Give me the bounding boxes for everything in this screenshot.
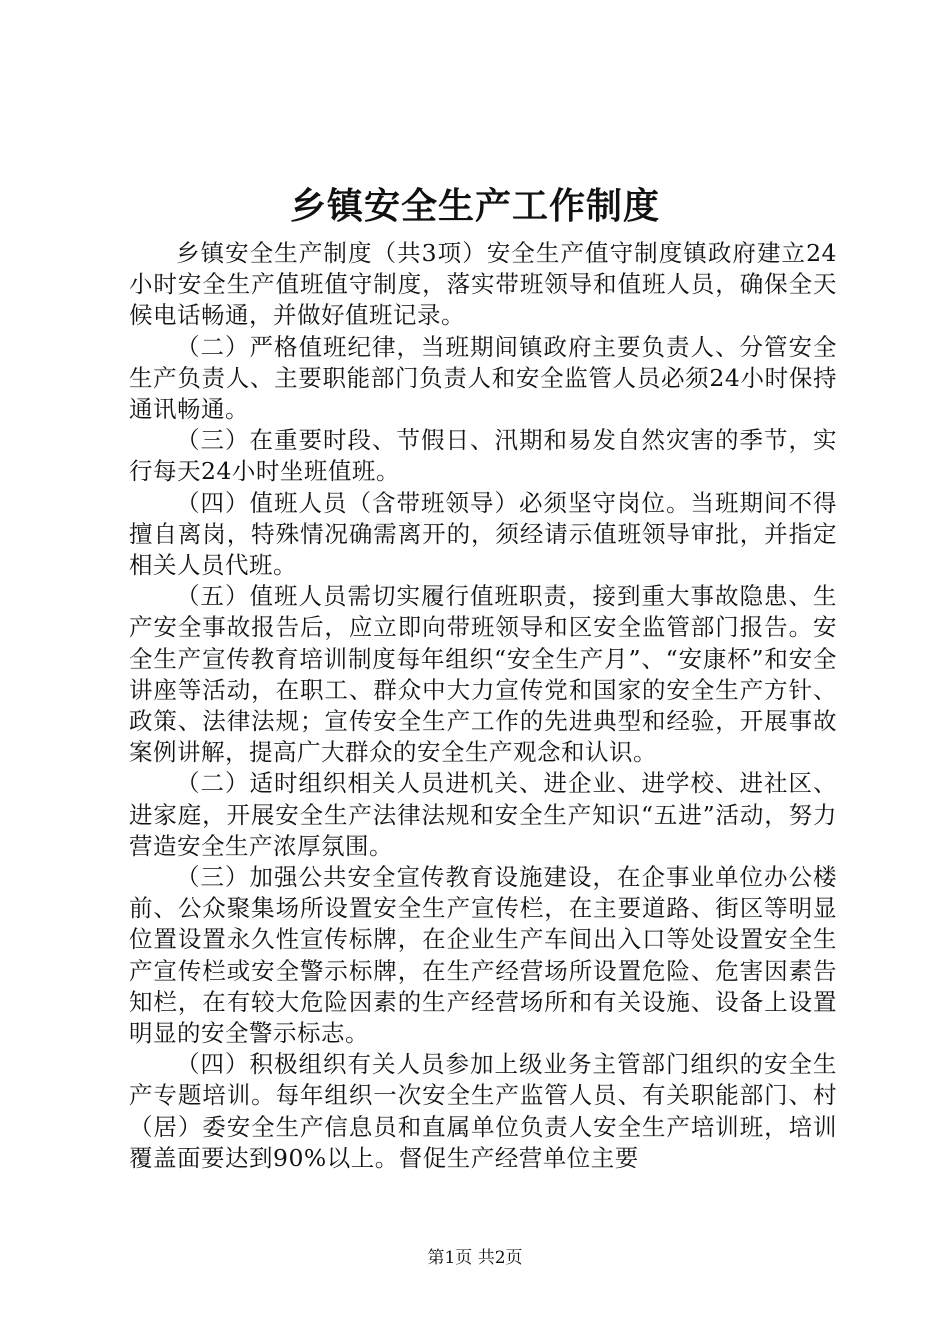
paragraph: （五）值班人员需切实履行值班职责，接到重大事故隐患、生产安全事故报告后，应立即向带班领导和区安全监管部门报告。安全生产宣传教育培训制度每年组织“安全生产月”、“安康杯”和安全讲座等活动，在职工、群众中大力宣传党和国家的安全生产方针、政策、法律法规；宣传安全生产工作的先进典型和经验，开展事故案例讲解，提高广大群众的安全生产观念和认识。: [129, 582, 837, 767]
paragraph: （二）严格值班纪律，当班期间镇政府主要负责人、分管安全生产负责人、主要职能部门负责人和安全监管人员必须24小时保持通讯畅通。: [129, 332, 837, 424]
paragraph: 乡镇安全生产制度（共3项）安全生产值守制度镇政府建立24小时安全生产值班值守制度，落实带班领导和值班人员，确保全天候电话畅通，并做好值班记录。: [129, 239, 837, 330]
paragraph: （三）在重要时段、节假日、汛期和易发自然灾害的季节，实行每天24小时坐班值班。: [129, 426, 837, 486]
paragraph: （二）适时组织相关人员进机关、进企业、进学校、进社区、进家庭，开展安全生产法律法规和安全生产知识“五进”活动，努力营造安全生产浓厚氛围。: [129, 769, 837, 860]
paragraph: （四）积极组织有关人员参加上级业务主管部门组织的安全生产专题培训。每年组织一次安全生产监管人员、有关职能部门、村（居）委安全生产信息员和直属单位负责人安全生产培训班，培训覆盖面要达到90%以上。督促生产经营单位主要: [129, 1050, 837, 1172]
paragraph: （四）值班人员（含带班领导）必须坚守岗位。当班期间不得擅自离岗，特殊情况确需离开的，须经请示值班领导审批，并指定相关人员代班。: [129, 488, 837, 580]
paragraph: （三）加强公共安全宣传教育设施建设，在企事业单位办公楼前、公众聚集场所设置安全生产宣传栏，在主要道路、街区等明显位置设置永久性宣传标牌，在企业生产车间出入口等处设置安全生产宣传栏或安全警示标牌，在生产经营场所设置危险、危害因素告知栏，在有较大危险因素的生产经营场所和有关设施、设备上设置明显的安全警示标志。: [129, 863, 837, 1048]
page-number-footer: 第1页 共2页: [427, 1248, 523, 1268]
document-body: [129, 238, 837, 1174]
document-title: 乡镇安全生产工作制度: [289, 185, 660, 227]
